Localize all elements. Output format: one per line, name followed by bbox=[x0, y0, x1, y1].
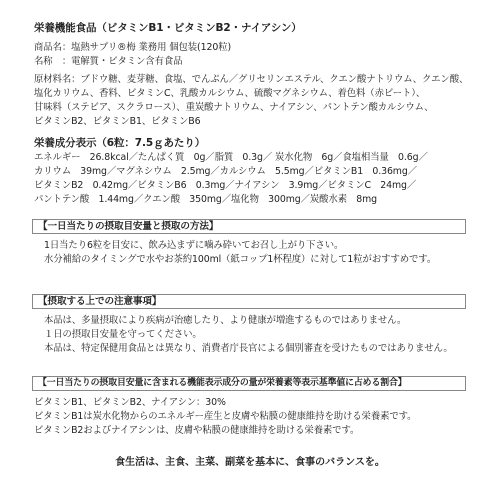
intake-line: 1日当たり6粒を目安に、飲み込まずに噛み砕いてお召し上がり下さい。 bbox=[44, 240, 344, 251]
product-category: 名称 ：電解質・ビタミン含有食品 bbox=[34, 56, 183, 67]
functional-line: ビタミンB1、ビタミンB2、ナイアシン：30% bbox=[34, 397, 226, 408]
ingredients-line: 塩化カリウム、香料、ビタミンC、乳酸カルシウム、硫酸マグネシウム、着色料（赤ビート）、 bbox=[34, 88, 426, 99]
ingredients-line: 甘味料（ステビア、スクラロース）、重炭酸ナトリウム、ナイアシン、パントテン酸カルシウム、 bbox=[34, 102, 434, 113]
nutrition-line: エネルギー 26.8kcal／たんぱく質 0g／脂質 0.3g／ 炭水化物 6g／食塩相当量 0.6g／ bbox=[34, 152, 428, 163]
functional-line: ビタミンB1は炭水化物からのエネルギー産生と皮膚や粘膜の健康維持を助ける栄養素です。 bbox=[34, 411, 417, 422]
caution-heading: 【摂取する上での注意事項】 bbox=[38, 296, 162, 307]
caution-line: １日の摂取目安量を守ってください。 bbox=[44, 329, 202, 340]
ingredients-line: 原材料名：ブドウ糖、麦芽糖、食塩、でんぷん／グリセリンエステル、クエン酸ナトリウム、クエン酸、 bbox=[34, 74, 469, 85]
intake-line: 水分補給のタイミングで水やお茶約100ml（紙コップ1杯程度）に対して1粒がおすすめです。 bbox=[44, 254, 437, 265]
footer-text: 食生活は、主食、主菜、副菜を基本に、食事のバランスを。 bbox=[115, 457, 385, 468]
functional-line: ビタミンB2およびナイアシンは、皮膚や粘膜の健康維持を助ける栄養素です。 bbox=[34, 425, 360, 436]
nutrition-line: パントテン酸 1.44mg／クエン酸 350mg／塩化物 300mg／炭酸水素 8mg bbox=[34, 194, 378, 205]
functional-heading: 【一日当たりの摂取目安量に含まれる機能表示成分の量が栄養素等表示基準値に占める割合】 bbox=[38, 378, 407, 388]
nutrition-title: 栄養成分表示（6粒：7.5ｇあたり） bbox=[34, 137, 206, 149]
header-title: 栄養機能食品（ビタミンB1・ビタミンB2・ナイアシン） bbox=[34, 22, 302, 34]
intake-heading: 【一日当たりの摂取目安量と摂取の方法】 bbox=[38, 221, 219, 232]
nutrition-line: ビタミンB2 0.42mg／ビタミンB6 0.3mg／ナイアシン 3.9mg／ビタミンC 24mg／ bbox=[34, 180, 417, 191]
product-name: 商品名：塩熱サプリ®梅 業務用 個包装(120粒) bbox=[34, 42, 232, 53]
ingredients-line: ビタミンB2、ビタミンB1、ビタミンB6 bbox=[34, 116, 201, 127]
nutrition-line: カリウム 39mg／マグネシウム 2.5mg／カルシウム 5.5mg／ビタミンB1 0.36mg／ bbox=[34, 166, 417, 177]
caution-line: 本品は、多量摂取により疾病が治癒したり、より健康が増進するものではありません。 bbox=[44, 315, 407, 326]
caution-line: 本品は、特定保健用食品とは異なり、消費者庁長官による個別審査を受けたものではありません。 bbox=[44, 343, 453, 354]
